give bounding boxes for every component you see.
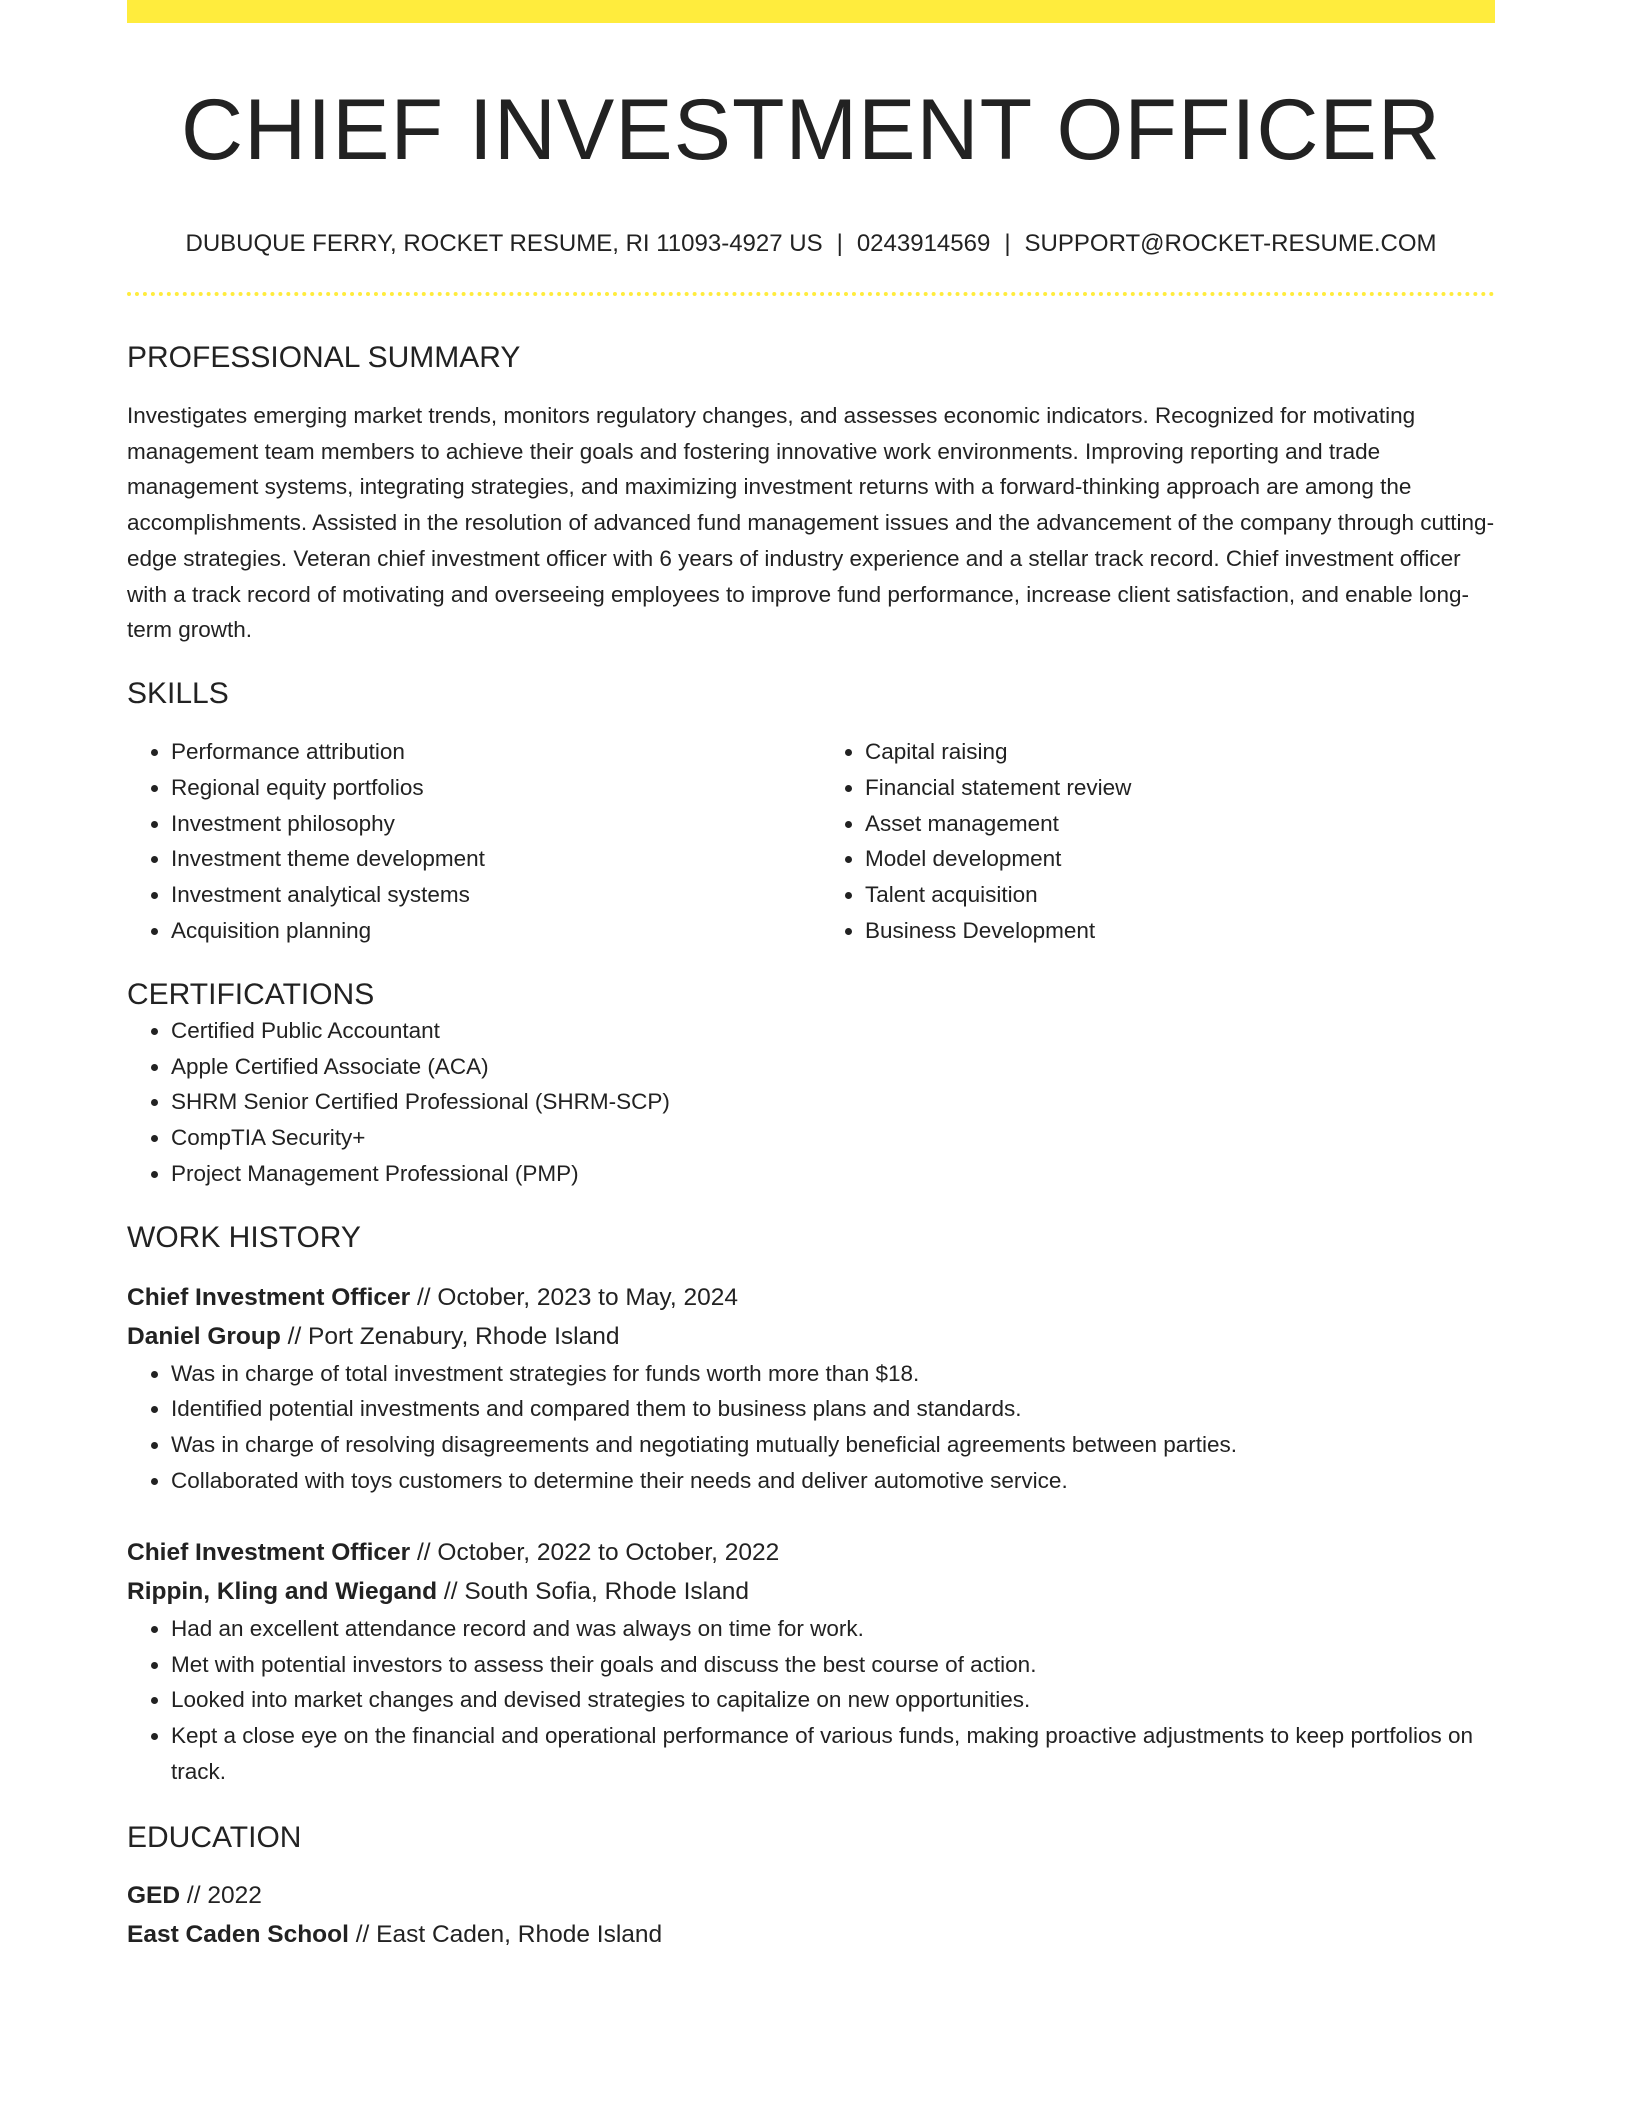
job-bullet: • Identified potential investments and compared them to business plans and standards. xyxy=(171,1391,1495,1427)
skill-item: • Regional equity portfolios xyxy=(171,770,801,806)
job-bullet: • Had an excellent attendance record and was always on time for work. xyxy=(171,1611,1495,1647)
job-company: Rippin, Kling and Wiegand xyxy=(127,1577,438,1605)
job-location: // South Sofia, Rhode Island xyxy=(437,1577,749,1605)
contact-line xyxy=(127,229,1495,259)
skill-item: • Business Development xyxy=(865,913,1495,949)
education-degree: GED xyxy=(127,1881,181,1909)
job-company-line xyxy=(127,1572,1495,1611)
job-company: Daniel Group xyxy=(127,1322,281,1350)
job-company-line xyxy=(127,1317,1495,1356)
job-location: // Port Zenabury, Rhode Island xyxy=(280,1322,620,1350)
certifications-heading: CERTIFICATIONS xyxy=(127,977,375,1011)
education-entry xyxy=(127,1876,1495,1954)
job-bullet: • Was in charge of total investment strategies for funds worth more than $18. xyxy=(171,1356,1495,1392)
certification-item: • CompTIA Security+ xyxy=(171,1120,1495,1156)
contact-email: SUPPORT@ROCKET-RESUME.COM xyxy=(1024,230,1437,257)
job-bullet: • Looked into market changes and devised strategies to capitalize on new opportunities. xyxy=(171,1682,1495,1718)
certification-item: • Certified Public Accountant xyxy=(171,1013,1495,1049)
certification-item: • Project Management Professional (PMP) xyxy=(171,1156,1495,1192)
job-title-line xyxy=(127,1278,1495,1317)
job-bullet: • Collaborated with toys customers to determine their needs and deliver automotive service. xyxy=(171,1463,1495,1499)
certifications-list xyxy=(127,1013,1495,1192)
education-location: // East Caden, Rhode Island xyxy=(348,1920,663,1948)
skill-item: • Model development xyxy=(865,841,1495,877)
job-responsibilities xyxy=(127,1356,1495,1499)
skills-heading: SKILLS xyxy=(127,676,229,710)
contact-separator: | xyxy=(836,230,843,257)
job-title-line xyxy=(127,1533,1495,1572)
job-entry xyxy=(127,1278,1495,1499)
job-dates: // October, 2022 to October, 2022 xyxy=(410,1538,780,1566)
skill-item: • Investment philosophy xyxy=(171,806,801,842)
dotted-divider xyxy=(127,292,1495,296)
education-school-line xyxy=(127,1915,1495,1954)
skill-item: • Investment theme development xyxy=(171,841,801,877)
skill-item: • Capital raising xyxy=(865,734,1495,770)
education-year: // 2022 xyxy=(180,1881,262,1909)
job-bullet: • Met with potential investors to assess their goals and discuss the best course of action. xyxy=(171,1647,1495,1683)
skills-grid xyxy=(127,734,1495,949)
resume-content xyxy=(127,0,1495,1954)
job-bullet: • Kept a close eye on the financial and operational performance of various funds, making proactive adjustments to keep portfolios on track. xyxy=(171,1718,1495,1790)
certification-item: • SHRM Senior Certified Professional (SHRM-SCP) xyxy=(171,1084,1495,1120)
job-bullet: • Was in charge of resolving disagreements and negotiating mutually beneficial agreements between parties. xyxy=(171,1427,1495,1463)
contact-phone: 0243914569 xyxy=(856,230,991,257)
skill-item: • Investment analytical systems xyxy=(171,877,801,913)
summary-text: Investigates emerging market trends, monitors regulatory changes, and assesses economic indicators. Recognized for motivating management team members to achieve their goals and fostering innovative work environments. Improving reporting and trade management systems, integrating strategies, and maximizing investment returns with a forward-thinking approach are among the accomplishments. Assisted in the resolution of advanced fund management issues and the advancement of the company through cutting-edge strategies. Veteran chief investment officer with 6 years of industry experience and a stellar track record. Chief investment officer with a track record of motivating and overseeing employees to improve fund performance, increase client satisfaction, and enable long-term growth. xyxy=(127,403,1495,643)
education-degree-line xyxy=(127,1876,1495,1915)
resume-title: CHIEF INVESTMENT OFFICER xyxy=(181,82,1441,178)
skills-list-left xyxy=(127,734,801,949)
contact-separator: | xyxy=(1004,230,1011,257)
skills-list-right xyxy=(821,734,1495,949)
certification-item: • Apple Certified Associate (ACA) xyxy=(171,1049,1495,1085)
education-heading: EDUCATION xyxy=(127,1820,302,1854)
education-school: East Caden School xyxy=(127,1920,349,1948)
job-responsibilities xyxy=(127,1611,1495,1790)
skill-item: • Acquisition planning xyxy=(171,913,801,949)
summary-heading: PROFESSIONAL SUMMARY xyxy=(127,341,521,374)
skill-item: • Performance attribution xyxy=(171,734,801,770)
job-entry xyxy=(127,1533,1495,1790)
work-history-heading: WORK HISTORY xyxy=(127,1220,361,1254)
job-dates: // October, 2023 to May, 2024 xyxy=(410,1283,738,1311)
skill-item: • Talent acquisition xyxy=(865,877,1495,913)
job-position: Chief Investment Officer xyxy=(127,1283,411,1311)
job-position: Chief Investment Officer xyxy=(127,1538,411,1566)
skill-item: • Financial statement review xyxy=(865,770,1495,806)
contact-address: DUBUQUE FERRY, ROCKET RESUME, RI 11093-4927 US xyxy=(185,230,823,257)
skill-item: • Asset management xyxy=(865,806,1495,842)
